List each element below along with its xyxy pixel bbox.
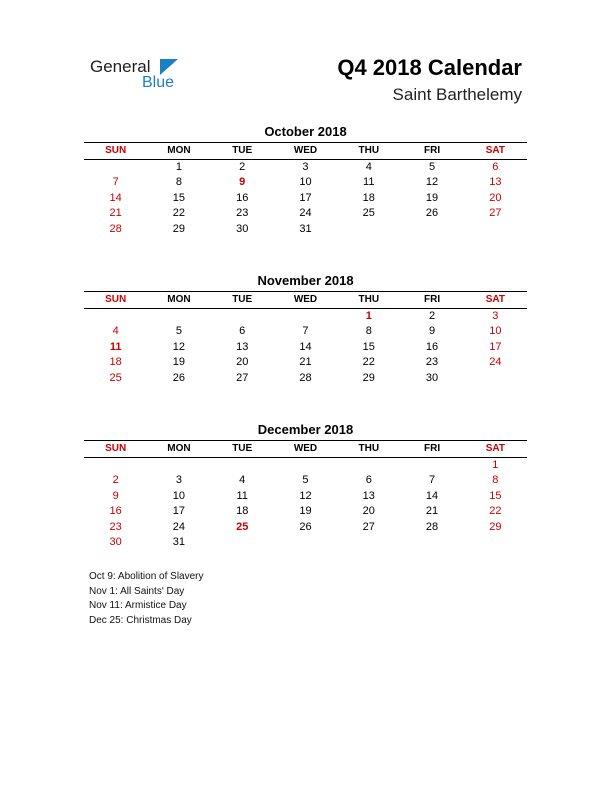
weekday-header: FRI — [423, 294, 441, 305]
date-cell: 15 — [172, 191, 186, 204]
weekday-header: SAT — [485, 443, 505, 454]
weekday-header-row — [84, 441, 527, 457]
weekday-header: MON — [167, 145, 191, 156]
date-cell: 31 — [299, 222, 312, 235]
date-cell: 27 — [489, 207, 502, 219]
date-cell — [84, 160, 147, 176]
date-cell: 2 — [239, 160, 246, 173]
date-cell: 2 — [112, 474, 119, 486]
date-cell: 4 — [112, 325, 119, 337]
date-cell: 29 — [489, 520, 502, 533]
week-row — [84, 206, 527, 222]
holiday-notes — [89, 570, 204, 628]
weekday-header: MON — [167, 443, 191, 454]
date-cell: 6 — [365, 474, 372, 486]
date-cell: 7 — [302, 325, 309, 337]
date-cell: 14 — [425, 489, 439, 502]
logo-general-text: General — [90, 57, 151, 76]
date-cell: 26 — [299, 520, 312, 533]
date-cell — [464, 371, 527, 387]
date-cell: 1 — [175, 160, 182, 173]
date-cell: 23 — [236, 207, 249, 219]
date-cell: 10 — [172, 489, 186, 502]
week-row — [84, 458, 527, 474]
date-cell: 8 — [365, 325, 372, 337]
date-cell — [400, 458, 463, 474]
logo-blue-text: Blue — [142, 74, 175, 91]
date-cell: 18 — [109, 356, 122, 368]
date-cell: 3 — [302, 160, 309, 173]
date-cell: 25 — [109, 371, 122, 384]
date-cell: 13 — [489, 176, 502, 188]
weekday-header: TUE — [232, 145, 253, 156]
holiday-date-cell: 9 — [239, 176, 246, 188]
date-cell — [211, 458, 274, 474]
date-cell: 17 — [299, 191, 312, 204]
date-cell: 6 — [239, 325, 246, 337]
weekday-header: SAT — [485, 294, 505, 305]
weekday-header: FRI — [423, 443, 441, 454]
date-cell: 2 — [428, 309, 436, 322]
page-title: Q4 2018 Calendar — [337, 55, 522, 80]
date-cell — [211, 309, 274, 325]
date-cell: 24 — [299, 207, 312, 219]
weekday-header: SUN — [105, 443, 127, 454]
week-row — [84, 160, 527, 176]
date-cell: 11 — [236, 489, 248, 502]
date-cell — [211, 535, 274, 551]
date-cell: 4 — [239, 474, 246, 486]
week-row — [84, 535, 527, 551]
date-cell: 30 — [236, 222, 249, 235]
date-cell: 3 — [175, 474, 182, 486]
date-cell: 7 — [428, 474, 436, 486]
month-block — [84, 273, 527, 386]
month-title: December 2018 — [257, 422, 354, 437]
date-cell: 4 — [365, 160, 372, 173]
holiday-note: Nov 11: Armistice Day — [89, 600, 187, 611]
date-cell: 26 — [425, 207, 439, 219]
holiday-date-cell: 25 — [236, 520, 249, 533]
weekday-header: SUN — [105, 145, 127, 156]
week-row — [84, 489, 527, 505]
date-cell: 21 — [109, 207, 122, 219]
date-cell: 18 — [362, 191, 375, 204]
date-cell: 3 — [492, 309, 499, 322]
date-cell: 9 — [428, 325, 436, 337]
date-cell: 14 — [299, 340, 312, 353]
date-cell — [274, 309, 337, 325]
weekday-header: THU — [358, 294, 380, 305]
date-cell: 6 — [492, 160, 499, 173]
holiday-date-cell: 1 — [365, 309, 372, 322]
date-cell: 19 — [172, 356, 186, 368]
date-cell: 29 — [172, 222, 186, 235]
date-cell: 28 — [425, 520, 439, 533]
date-cell — [400, 535, 463, 551]
date-cell — [147, 309, 210, 325]
generalblue-logo — [90, 57, 200, 97]
date-cell: 24 — [172, 520, 186, 533]
weekday-header: WED — [293, 294, 318, 305]
date-cell — [274, 535, 337, 551]
date-cell: 15 — [362, 340, 375, 353]
weekday-header-row — [84, 292, 527, 308]
date-cell: 23 — [425, 356, 439, 368]
date-cell — [337, 222, 400, 238]
date-cell — [337, 535, 400, 551]
page-subtitle: Saint Barthelemy — [392, 85, 522, 104]
holiday-date-cell: 11 — [109, 340, 122, 353]
date-cell: 28 — [109, 222, 122, 235]
date-cell: 10 — [299, 176, 312, 188]
date-cell: 19 — [299, 505, 312, 517]
date-cell — [84, 309, 147, 325]
date-cell: 23 — [109, 520, 122, 533]
week-row — [84, 175, 527, 191]
date-cell: 5 — [302, 474, 309, 486]
date-cell: 22 — [362, 356, 375, 368]
date-cell: 28 — [299, 371, 312, 384]
date-cell — [84, 458, 147, 474]
date-cell: 26 — [172, 371, 186, 384]
date-cell — [337, 458, 400, 474]
date-cell: 29 — [362, 371, 375, 384]
date-cell: 5 — [175, 325, 182, 337]
date-cell: 16 — [236, 191, 249, 204]
date-cell: 22 — [489, 505, 502, 517]
week-row — [84, 309, 527, 325]
month-block — [84, 124, 527, 237]
date-cell: 21 — [425, 505, 439, 517]
date-cell: 5 — [428, 160, 436, 173]
date-cell: 27 — [236, 371, 249, 384]
holiday-note: Dec 25: Christmas Day — [89, 614, 192, 626]
date-cell: 24 — [489, 356, 502, 368]
week-row — [84, 371, 527, 387]
week-row — [84, 324, 527, 340]
date-cell: 21 — [299, 356, 312, 368]
holiday-note: Oct 9: Abolition of Slavery — [89, 571, 204, 582]
week-row — [84, 473, 527, 489]
weekday-header: WED — [293, 443, 318, 454]
date-cell — [464, 535, 527, 551]
weekday-header: TUE — [232, 443, 253, 454]
weekday-header: THU — [358, 443, 380, 454]
week-row — [84, 355, 527, 371]
weekday-header: SAT — [485, 145, 505, 156]
date-cell — [400, 222, 463, 238]
date-cell: 13 — [362, 489, 375, 502]
date-cell: 30 — [109, 536, 122, 548]
week-row — [84, 520, 527, 536]
weekday-header: MON — [167, 294, 191, 305]
date-cell: 12 — [425, 176, 439, 188]
date-cell — [274, 458, 337, 474]
date-cell: 18 — [236, 505, 249, 517]
month-block — [84, 422, 527, 551]
weekday-header: THU — [358, 145, 380, 156]
holiday-note: Nov 1: All Saints' Day — [89, 585, 185, 597]
date-cell: 20 — [362, 505, 375, 517]
weekday-header: SUN — [105, 294, 127, 305]
date-cell: 11 — [363, 176, 375, 188]
month-title: November 2018 — [257, 273, 354, 288]
date-cell — [464, 222, 527, 238]
week-row — [84, 222, 527, 238]
date-cell: 22 — [172, 207, 186, 219]
date-cell: 13 — [236, 340, 249, 353]
date-cell: 9 — [112, 489, 119, 502]
date-cell: 27 — [362, 520, 375, 533]
date-cell: 20 — [489, 191, 502, 204]
weekday-header: FRI — [423, 145, 441, 156]
date-cell: 25 — [362, 207, 375, 219]
date-cell: 19 — [425, 191, 439, 204]
date-cell: 12 — [299, 489, 312, 502]
weekday-header: TUE — [232, 294, 253, 305]
date-cell: 1 — [492, 458, 499, 471]
date-cell: 30 — [425, 371, 439, 384]
date-cell: 15 — [489, 489, 502, 502]
date-cell: 16 — [109, 505, 122, 517]
weekday-header: WED — [293, 145, 318, 156]
date-cell — [147, 458, 210, 474]
date-cell: 20 — [236, 356, 249, 368]
date-cell: 10 — [489, 325, 502, 337]
date-cell: 17 — [489, 340, 502, 353]
week-row — [84, 340, 527, 356]
weekday-header-row — [84, 143, 527, 159]
date-cell: 12 — [172, 340, 186, 353]
date-cell: 8 — [175, 176, 182, 188]
date-cell: 8 — [492, 474, 499, 486]
logo-triangle-icon — [160, 59, 178, 75]
date-cell: 14 — [109, 191, 122, 204]
date-cell: 16 — [425, 340, 439, 353]
date-cell: 31 — [172, 536, 186, 548]
month-title: October 2018 — [264, 124, 347, 139]
date-cell: 7 — [112, 176, 119, 188]
week-row — [84, 504, 527, 520]
week-row — [84, 191, 527, 207]
date-cell: 17 — [172, 505, 186, 517]
